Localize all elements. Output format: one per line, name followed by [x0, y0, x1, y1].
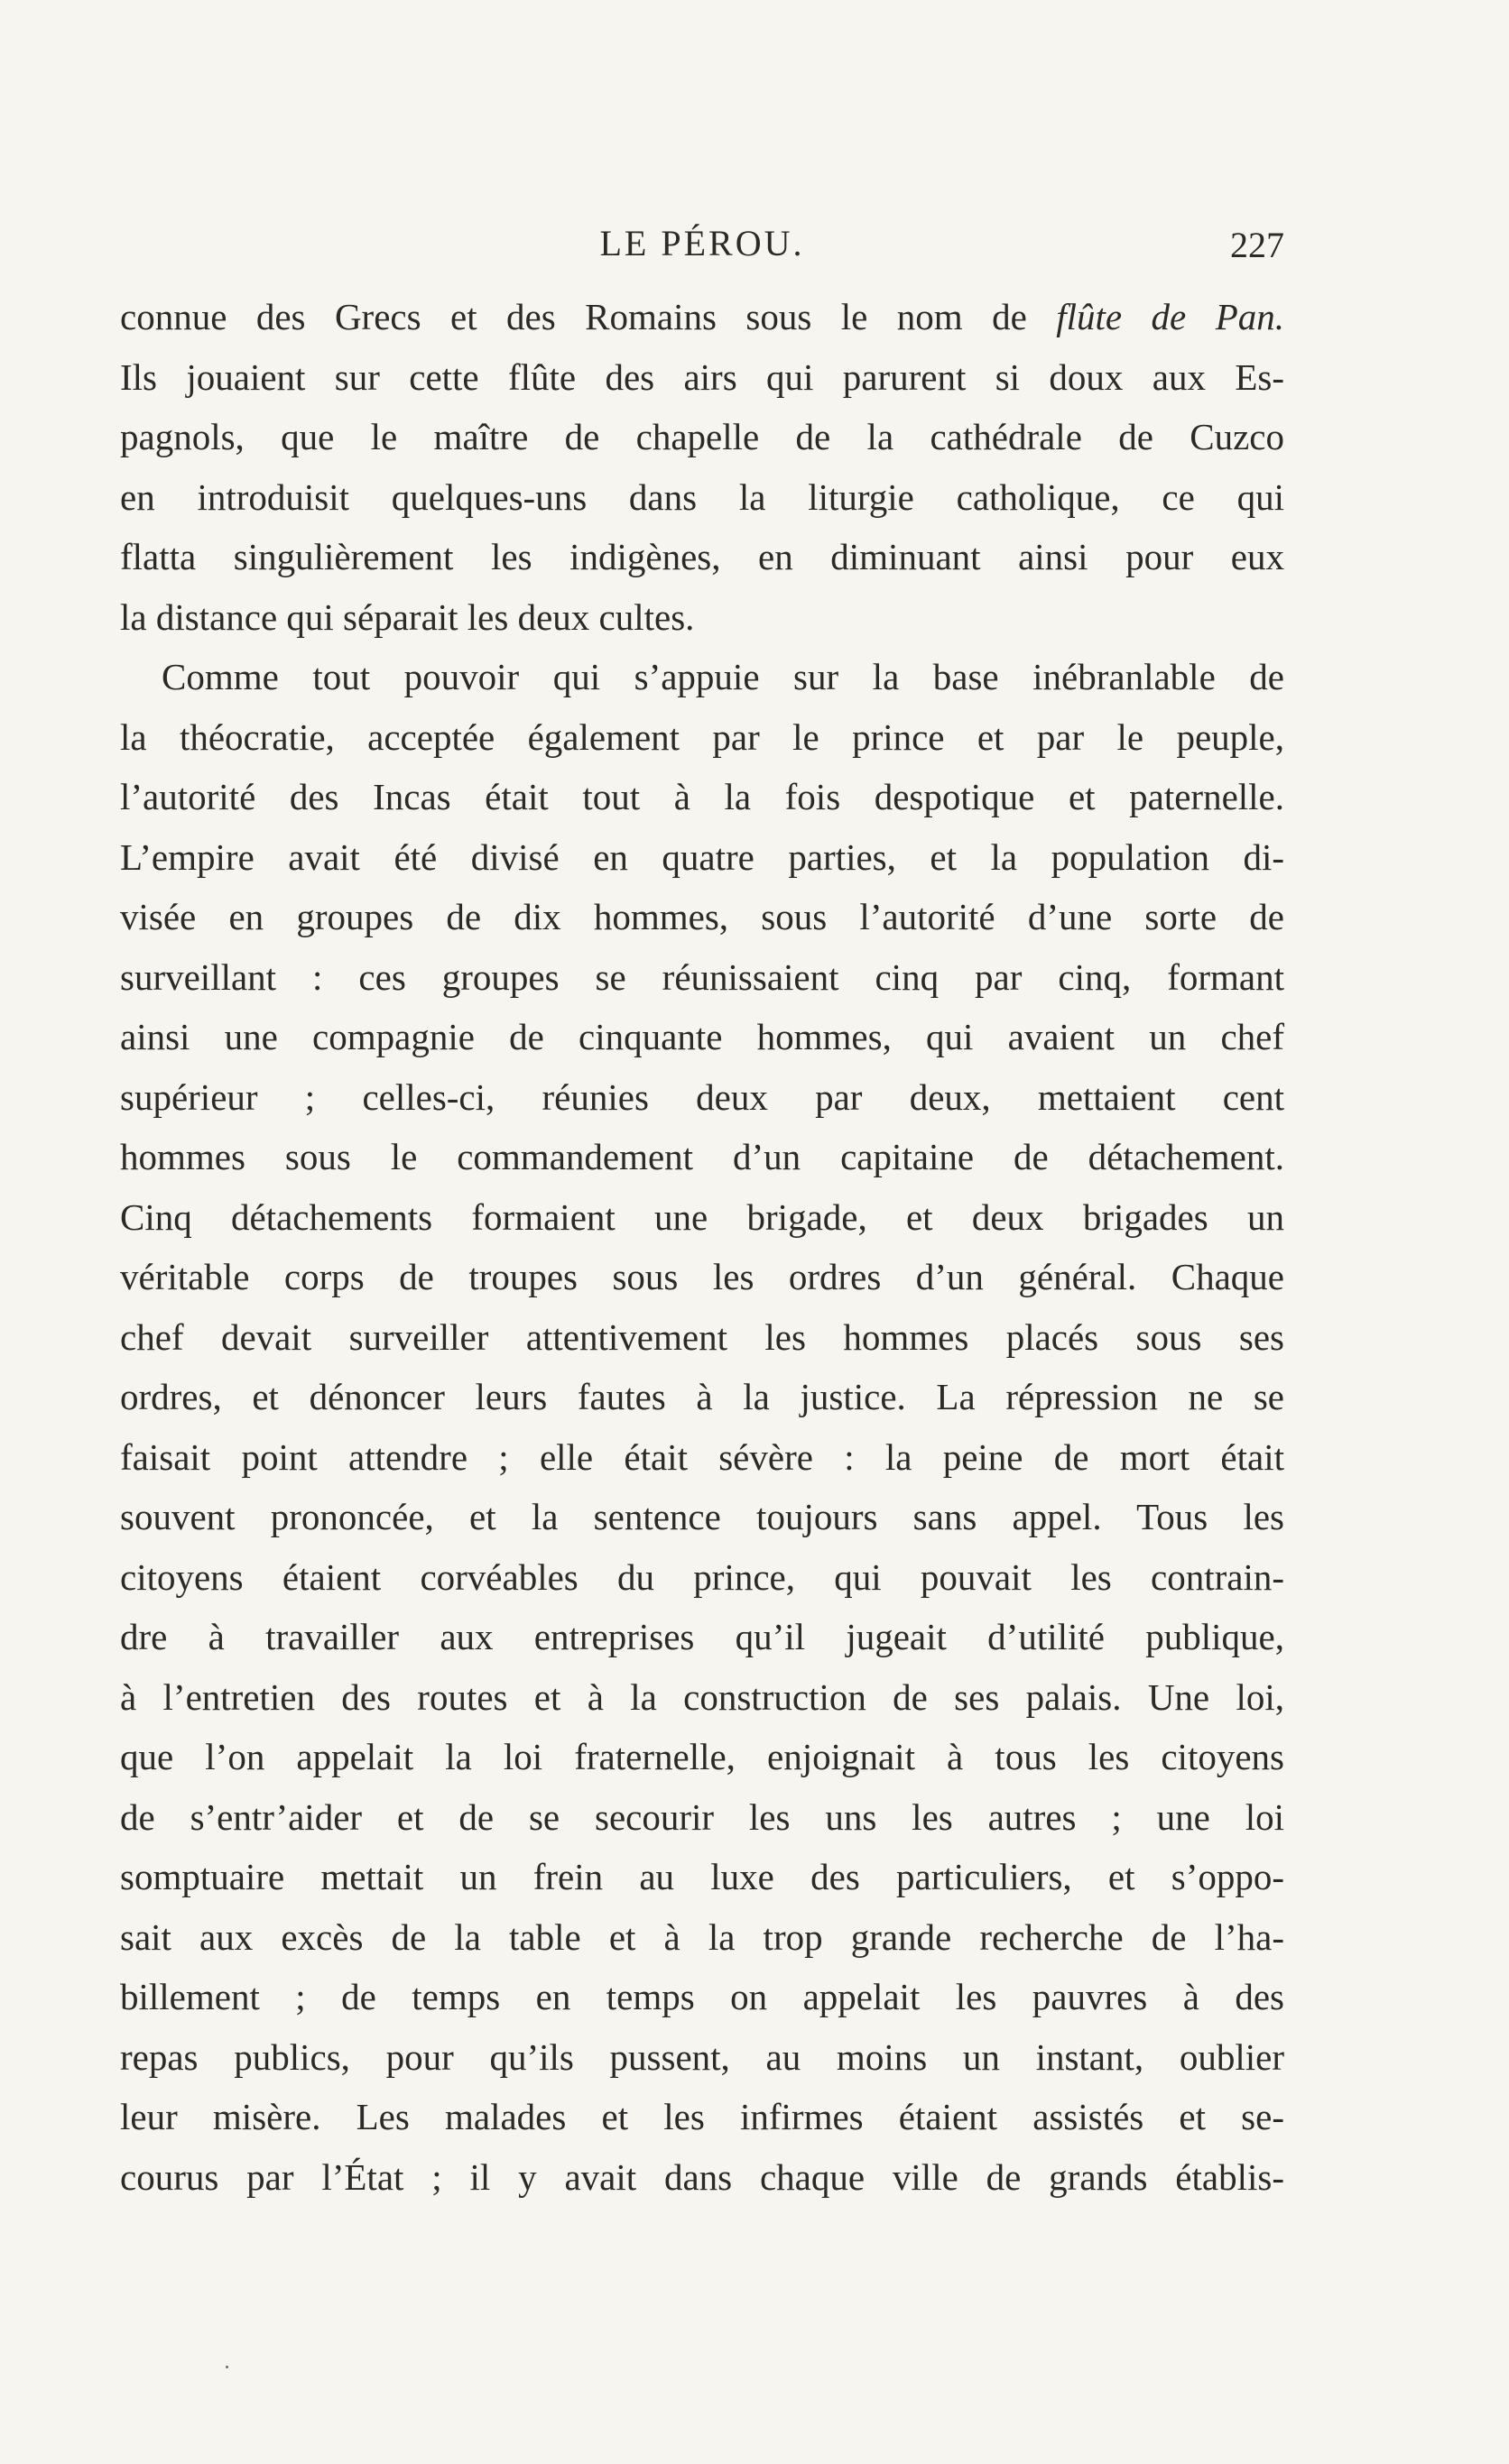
italic-phrase: flûte de Pan. [1056, 296, 1284, 337]
body-line: Ils jouaient sur cette flûte des airs qui parurent si doux aux Es- [120, 355, 1284, 398]
running-head [120, 222, 1284, 267]
body-line: souvent prononcée, et la sentence toujours sans appel. Tous les [120, 1496, 1284, 1537]
body-line: chef devait surveiller attentivement les hommes placés sous ses [120, 1315, 1284, 1358]
paragraph-first-line: Comme tout pouvoir qui s’appuie sur la base inébranlable de [162, 656, 1284, 697]
body-line: de s’entr’aider et de se secourir les uns les autres ; une loi [120, 1795, 1284, 1838]
body-line: dre à travailler aux entreprises qu’il jugeait d’utilité publique, [120, 1616, 1284, 1657]
body-line: citoyens étaient corvéables du prince, qui pouvait les contrain- [120, 1555, 1284, 1598]
body-line: à l’entretien des routes et à la construction de ses palais. Une loi, [120, 1675, 1284, 1718]
body-line: L’empire avait été divisé en quatre parties, et la population di- [120, 835, 1284, 878]
body-line [120, 287, 1284, 347]
body-text [120, 287, 1284, 2207]
body-line-text: connue des Grecs et des Romains sous le nom de [120, 296, 1057, 337]
printer-mark [226, 2366, 228, 2368]
body-line: l’autorité des Incas était tout à la fois despotique et paternelle. [120, 776, 1284, 817]
body-line: ordres, et dénoncer leurs fautes à la justice. La répression ne se [120, 1376, 1284, 1417]
page-number: 227 [1230, 225, 1284, 265]
body-line: sait aux excès de la table et à la trop grande recherche de l’ha- [120, 1915, 1284, 1958]
body-line: repas publics, pour qu’ils pussent, au moins un instant, oublier [120, 2035, 1284, 2078]
body-line: Cinq détachements formaient une brigade, et deux brigades un [120, 1195, 1284, 1238]
body-line: flatta singulièrement les indigènes, en diminuant ainsi pour eux [120, 536, 1284, 577]
body-line: supérieur ; celles-ci, réunies deux par deux, mettaient cent [120, 1075, 1284, 1118]
running-title: LE PÉROU. [599, 223, 805, 263]
body-line: hommes sous le commandement d’un capitaine de détachement. [120, 1136, 1284, 1177]
body-line: faisait point attendre ; elle était sévère : la peine de mort était [120, 1435, 1284, 1478]
body-line: la distance qui séparait les deux cultes. [120, 595, 695, 638]
body-line: somptuaire mettait un frein au luxe des particuliers, et s’oppo- [120, 1856, 1284, 1897]
body-line: la théocratie, acceptée également par le prince et par le peuple, [120, 715, 1284, 758]
body-line: ainsi une compagnie de cinquante hommes, qui avaient un chef [120, 1016, 1284, 1057]
body-line: pagnols, que le maître de chapelle de la cathédrale de Cuzco [120, 416, 1284, 457]
body-line: que l’on appelait la loi fraternelle, enjoignait à tous les citoyens [120, 1736, 1284, 1777]
body-line: courus par l’État ; il y avait dans chaque ville de grands établis- [120, 2155, 1284, 2198]
body-line: visée en groupes de dix hommes, sous l’autorité d’une sorte de [120, 896, 1284, 937]
body-line: véritable corps de troupes sous les ordres d’un général. Chaque [120, 1256, 1284, 1297]
body-line: billement ; de temps en temps on appelait les pauvres à des [120, 1976, 1284, 2017]
body-line: leur misère. Les malades et les infirmes étaient assistés et se- [120, 2096, 1284, 2137]
body-line: surveillant : ces groupes se réunissaient cinq par cinq, formant [120, 955, 1284, 998]
body-line: en introduisit quelques-uns dans la liturgie catholique, ce qui [120, 475, 1284, 518]
